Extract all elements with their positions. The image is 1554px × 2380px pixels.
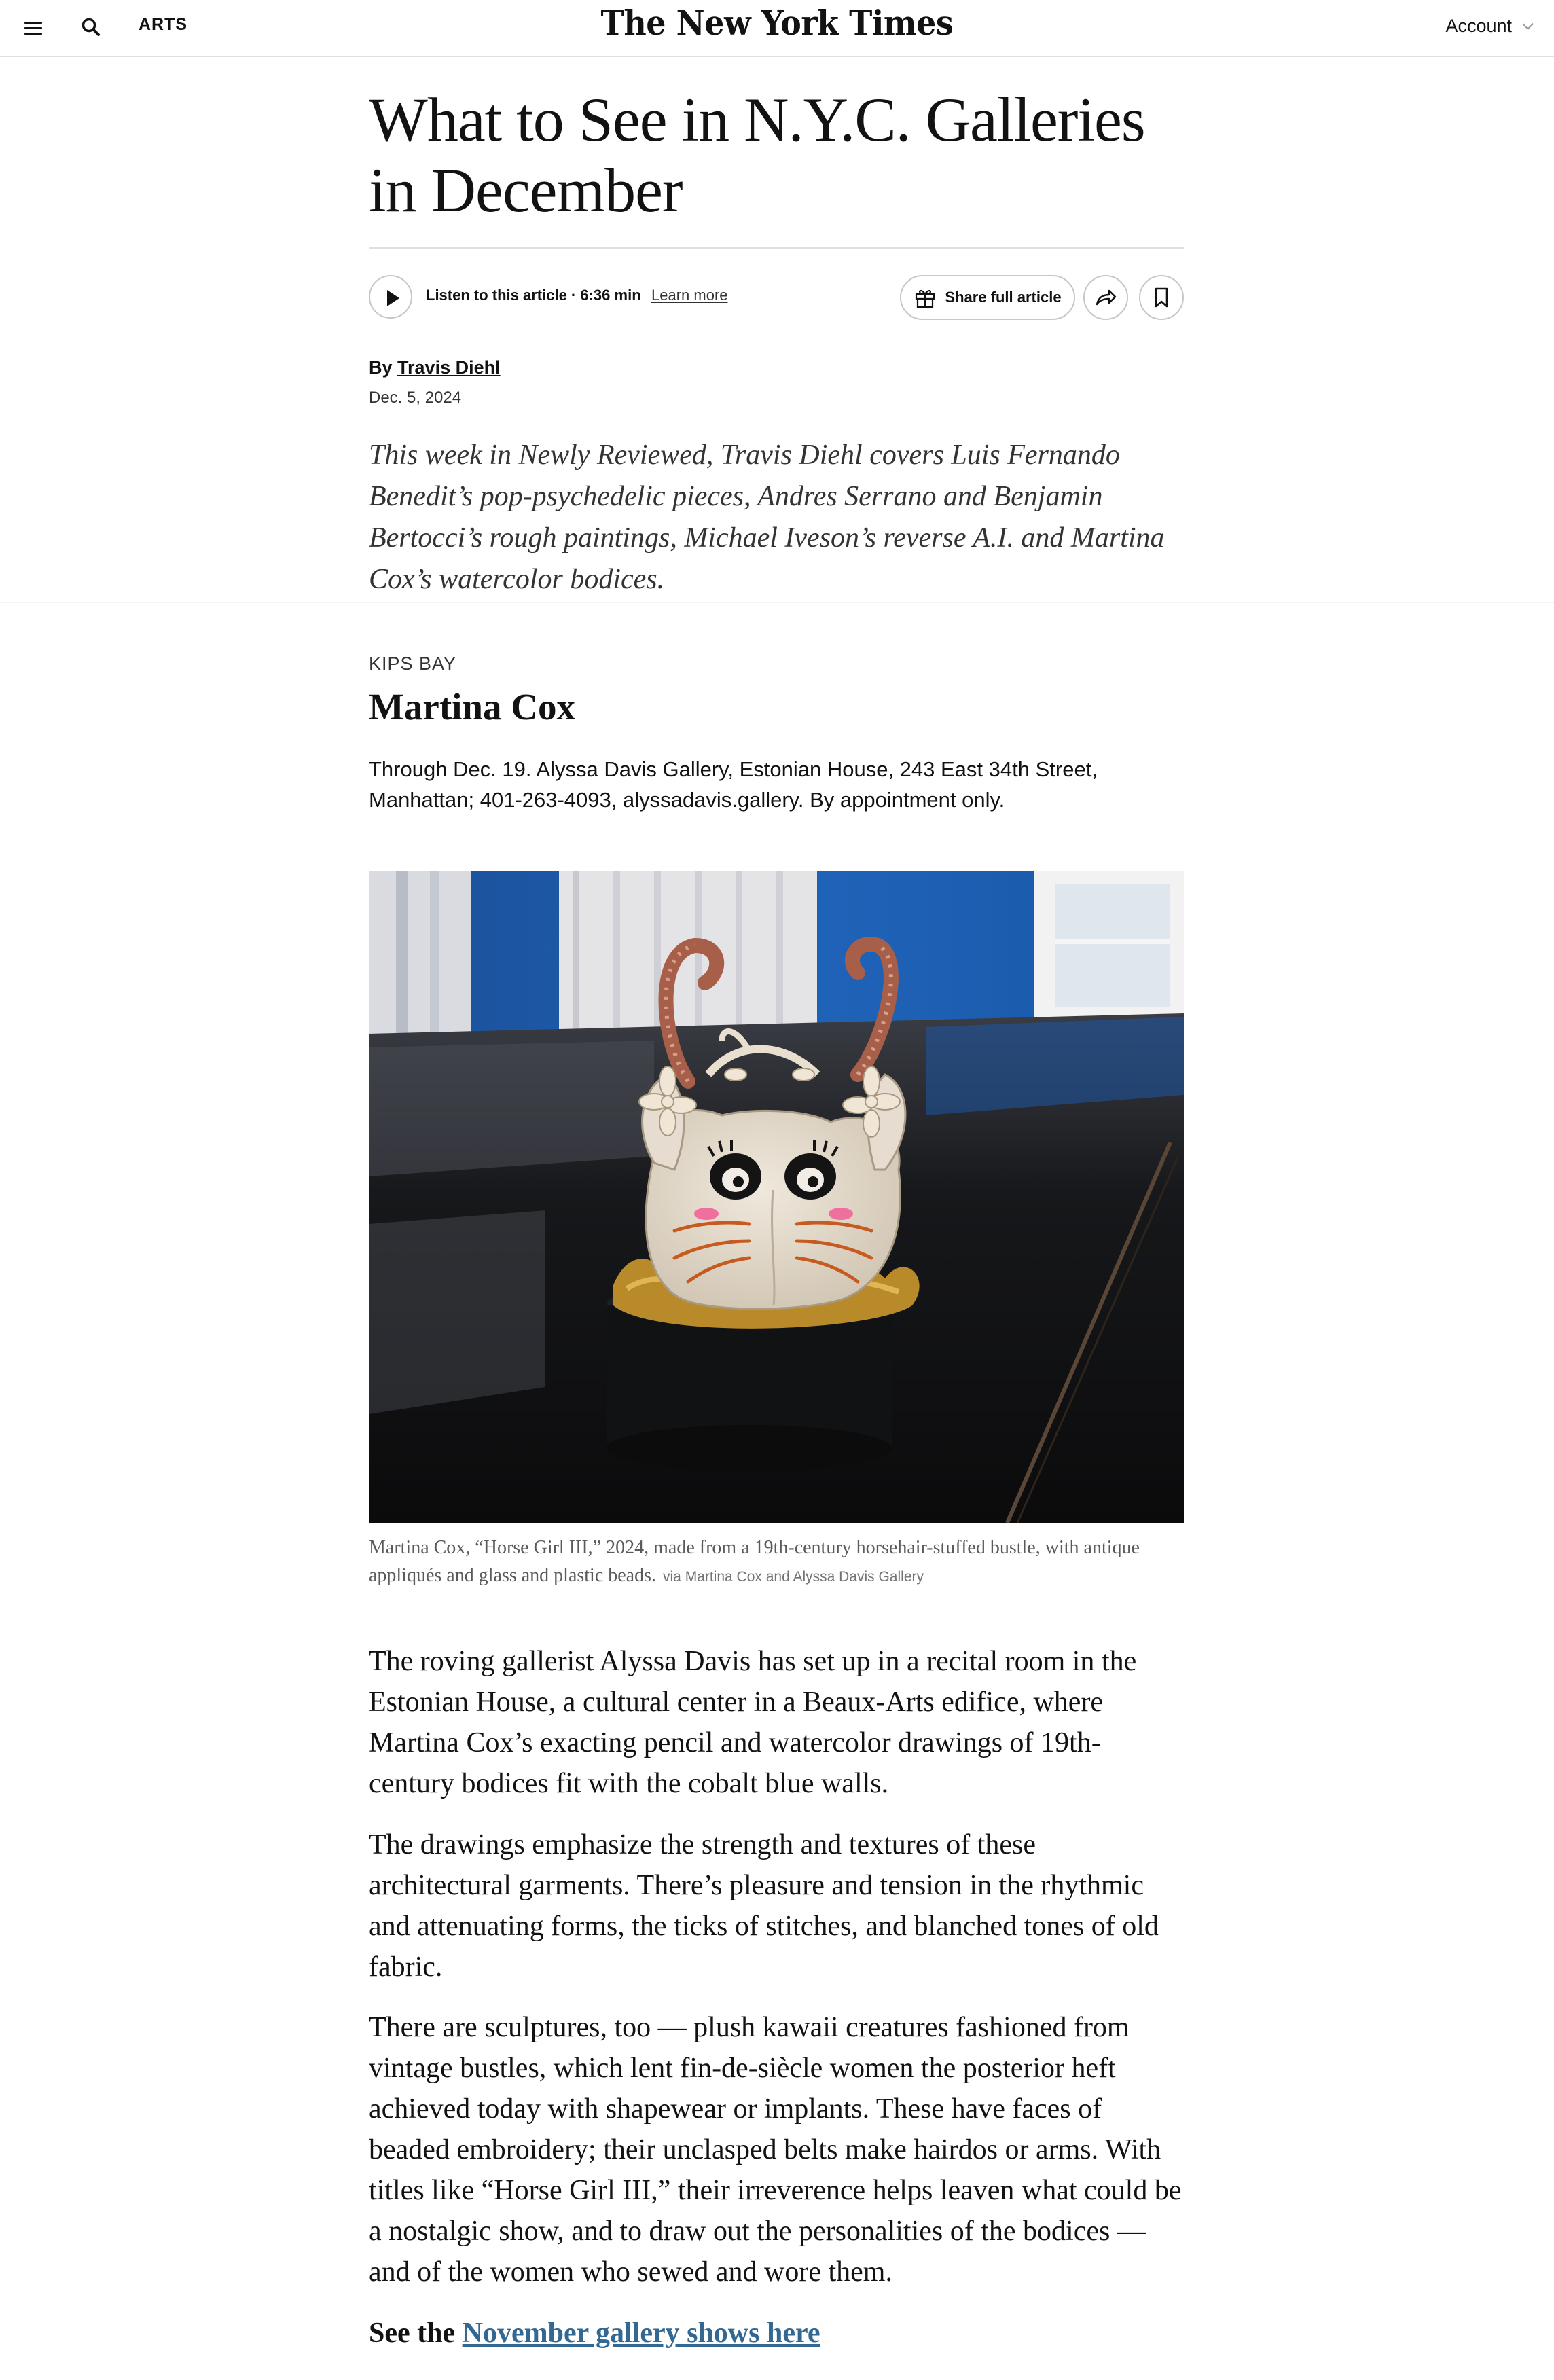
photo-caption (369, 1534, 1184, 1591)
publish-date: Dec. 5, 2024 (369, 389, 462, 407)
horse-girl-sculpture-image (369, 871, 1184, 1523)
top-navigation-bar (0, 0, 1554, 57)
body-paragraph: The roving gallerist Alyssa Davis has set up in a recital room in the Estonian House, a cultural center in a Beaux-Arts edifice, where Martina Cox’s exacting pencil and watercolor drawings of 19th-century bodices fit with the cobalt blue walls. (369, 1646, 1137, 1799)
byline (369, 357, 1184, 378)
listen-label: Listen to this article · 6:36 min (426, 287, 641, 304)
bookmark-icon (1151, 286, 1172, 309)
share-full-article-button[interactable] (900, 275, 1075, 320)
neighborhood-label: KIPS BAY (369, 653, 457, 674)
artwork-photo[interactable] (369, 871, 1184, 1523)
share-button[interactable] (1083, 275, 1128, 320)
photo-credit: via Martina Cox and Alyssa Davis Gallery (663, 1569, 924, 1585)
byline-prefix: By (369, 357, 393, 378)
article-toolbar (369, 275, 1184, 323)
summary-divider (0, 602, 1554, 603)
gift-icon (914, 286, 937, 309)
body-paragraph: The drawings emphasize the strength and textures of these architectural garments. There’s pleasure and tension in the rhythmic and attenuating forms, the ticks of stitches, and blanched tones of old fabric. (369, 1829, 1159, 1983)
see-also-prefix: See the (369, 2318, 456, 2349)
venue-info: Through Dec. 19. Alyssa Davis Gallery, Estonian House, 243 East 34th Street, Manhattan; 401-263-4093, alyssadavis.gallery. By appointment only. (369, 757, 1098, 812)
article-summary: This week in Newly Reviewed, Travis Diehl covers Luis Fernando Benedit’s pop-psychedelic pieces, Andres Serrano and Benjamin Bertocci’s rough paintings, Michael Iveson’s reverse A.I. and Martina Cox’s watercolor bodices. (369, 439, 1165, 595)
artist-subheading: Martina Cox (369, 686, 575, 727)
save-button[interactable] (1139, 275, 1184, 320)
play-icon (387, 290, 399, 306)
article-headline: What to See in N.Y.C. Galleries in December (369, 85, 1145, 225)
share-full-article-label: Share full article (945, 289, 1062, 306)
november-shows-link[interactable]: November gallery shows here (462, 2318, 820, 2349)
author-link[interactable]: Travis Diehl (397, 357, 501, 378)
share-icon (1093, 285, 1119, 310)
see-also-line (369, 2313, 1184, 2354)
nyt-logo[interactable]: The New York Times (600, 3, 954, 43)
learn-more-link[interactable]: Learn more (651, 287, 728, 304)
section-label[interactable]: ARTS (139, 15, 188, 34)
caption-text: Martina Cox, “Horse Girl III,” 2024, made from a 19th-century horsehair-stuffed bustle, with antique appliqués and glass and plastic beads. (369, 1537, 1140, 1586)
play-audio-button[interactable] (369, 275, 412, 319)
headline-divider (369, 247, 1184, 249)
account-menu[interactable] (1445, 16, 1530, 37)
body-paragraph: There are sculptures, too — plush kawaii creatures fashioned from vintage bustles, which lent fin-de-siècle women the posterior heft achieved today with shapewear or implants. These have faces of beaded embroidery; their unclasped belts make hairdos or arms. With titles like “Horse Girl III,” their irreverence helps leaven what could be a nostalgic show, and to draw out the personalities of the bodices — and of the women who sewed and wore them. (369, 2012, 1182, 2288)
account-label: Account (1445, 16, 1512, 36)
